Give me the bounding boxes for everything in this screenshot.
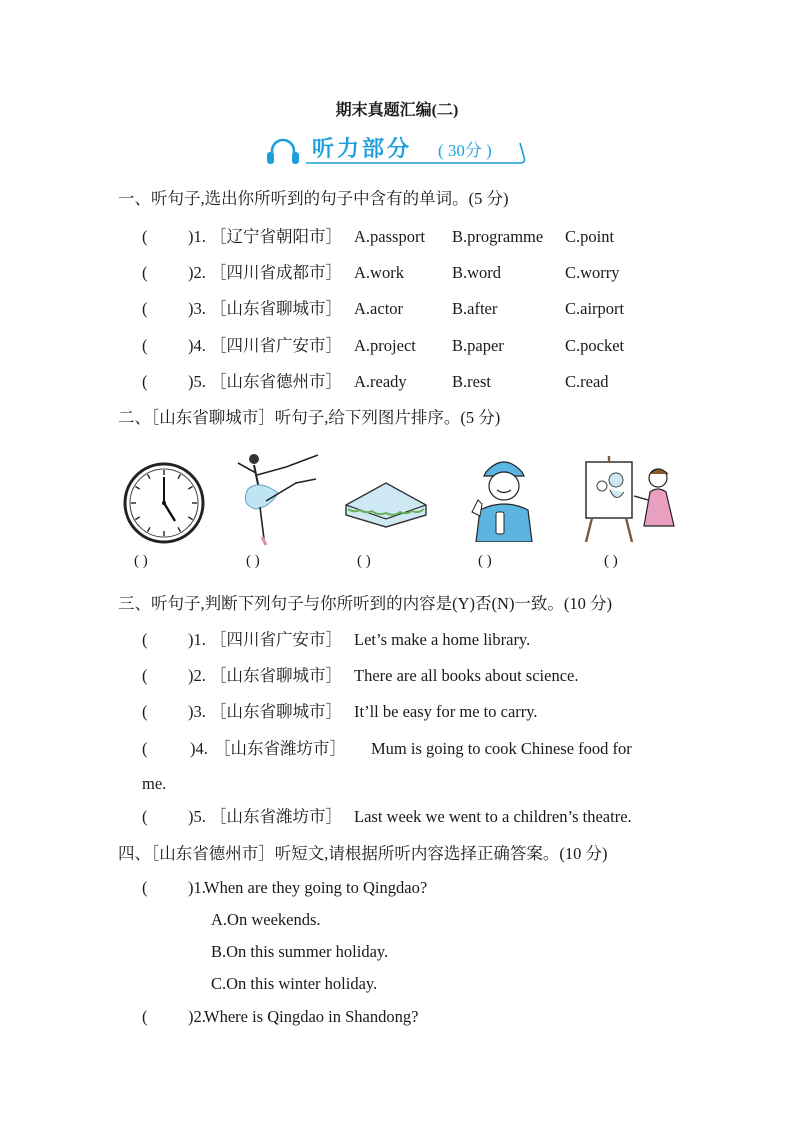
question-source: ［四川省成都市］ (210, 263, 342, 282)
question-number: )5. (188, 372, 206, 391)
banner-title: 听力部分 (312, 137, 413, 162)
option-b: B.after (452, 299, 498, 318)
question-source: ［山东省潍坊市］ (210, 807, 342, 826)
banner-score: ( 30分 ) (438, 141, 492, 160)
question-text: Where is Qingdao in Shandong? (204, 1007, 419, 1026)
option-a: A.project (354, 336, 416, 355)
question-text: Last week we went to a children’s theatre. (354, 807, 632, 826)
section-4-heading: 四、［山东省德州市］听短文,请根据所听内容选择正确答案。(10 分) (118, 844, 608, 863)
listening-banner (258, 133, 528, 169)
question-source: ［四川省广安市］ (210, 336, 342, 355)
sandwich-icon (340, 475, 432, 535)
question-source: ［山东省聊城市］ (210, 299, 342, 318)
question-number: )4. (188, 336, 206, 355)
question-text: It’ll be easy for me to carry. (354, 702, 538, 721)
question-source: ［山东省聊城市］ (210, 666, 342, 685)
question-number: )2. (188, 263, 206, 282)
question-source: ［辽宁省朝阳市］ (210, 227, 342, 246)
question-number: )1. (188, 630, 206, 649)
clock-icon (122, 461, 206, 545)
question-source: ［山东省德州市］ (210, 372, 342, 391)
question-source: ［山东省潍坊市］ (214, 739, 346, 758)
image-4-blank[interactable]: ( ) (478, 553, 492, 569)
question-number: )5. (188, 807, 206, 826)
option-b: B.programme (452, 227, 544, 246)
image-5-blank[interactable]: ( ) (604, 553, 618, 569)
option-a: A.actor (354, 299, 404, 318)
option-a: A.passport (354, 227, 426, 246)
option-a: A.work (354, 263, 404, 282)
s3-question-4-continued: me. (142, 774, 167, 793)
section-3-heading: 三、听句子,判断下列句子与你所听到的内容是(Y)否(N)一致。(10 分) (118, 594, 613, 613)
option-b: B.word (452, 263, 502, 282)
image-3-blank[interactable]: ( ) (357, 553, 371, 569)
question-text: Mum is going to cook Chinese food for (371, 739, 632, 758)
option-c: C.read (565, 372, 609, 391)
section-2-heading: 二、［山东省聊城市］听句子,给下列图片排序。(5 分) (118, 408, 501, 427)
question-text: Let’s make a home library. (354, 630, 531, 649)
question-number: )2. (188, 1007, 206, 1026)
option-a: A.ready (354, 372, 407, 391)
question-number: )3. (188, 299, 206, 318)
option-b: B.paper (452, 336, 504, 355)
ballerina-icon (226, 449, 326, 549)
s4-q1-option-a: A.On weekends. (211, 910, 321, 929)
question-number: )3. (188, 702, 206, 721)
question-text: When are they going to Qingdao? (204, 878, 428, 897)
image-2-blank[interactable]: ( ) (246, 553, 260, 569)
question-source: ［山东省聊城市］ (210, 702, 342, 721)
s4-q1-option-c: C.On this winter holiday. (211, 974, 378, 993)
option-c: C.airport (565, 299, 625, 318)
option-c: C.point (565, 227, 615, 246)
girl-painting-icon (578, 456, 684, 542)
section-1-heading: 一、听句子,选出你所听到的句子中含有的单词。(5 分) (118, 189, 509, 208)
question-number: )2. (188, 666, 206, 685)
option-b: B.rest (452, 372, 491, 391)
question-number: )4. (190, 739, 208, 758)
image-1-blank[interactable]: ( ) (134, 553, 148, 569)
s4-q1-option-b: B.On this summer holiday. (211, 942, 389, 961)
option-c: C.pocket (565, 336, 625, 355)
question-number: )1. (188, 227, 206, 246)
page-title: 期末真题汇编(二) (335, 102, 459, 119)
question-source: ［四川省广安市］ (210, 630, 342, 649)
question-text: There are all books about science. (354, 666, 579, 685)
question-number: )1. (188, 878, 206, 897)
option-c: C.worry (565, 263, 620, 282)
boy-with-bottle-icon (466, 452, 542, 542)
